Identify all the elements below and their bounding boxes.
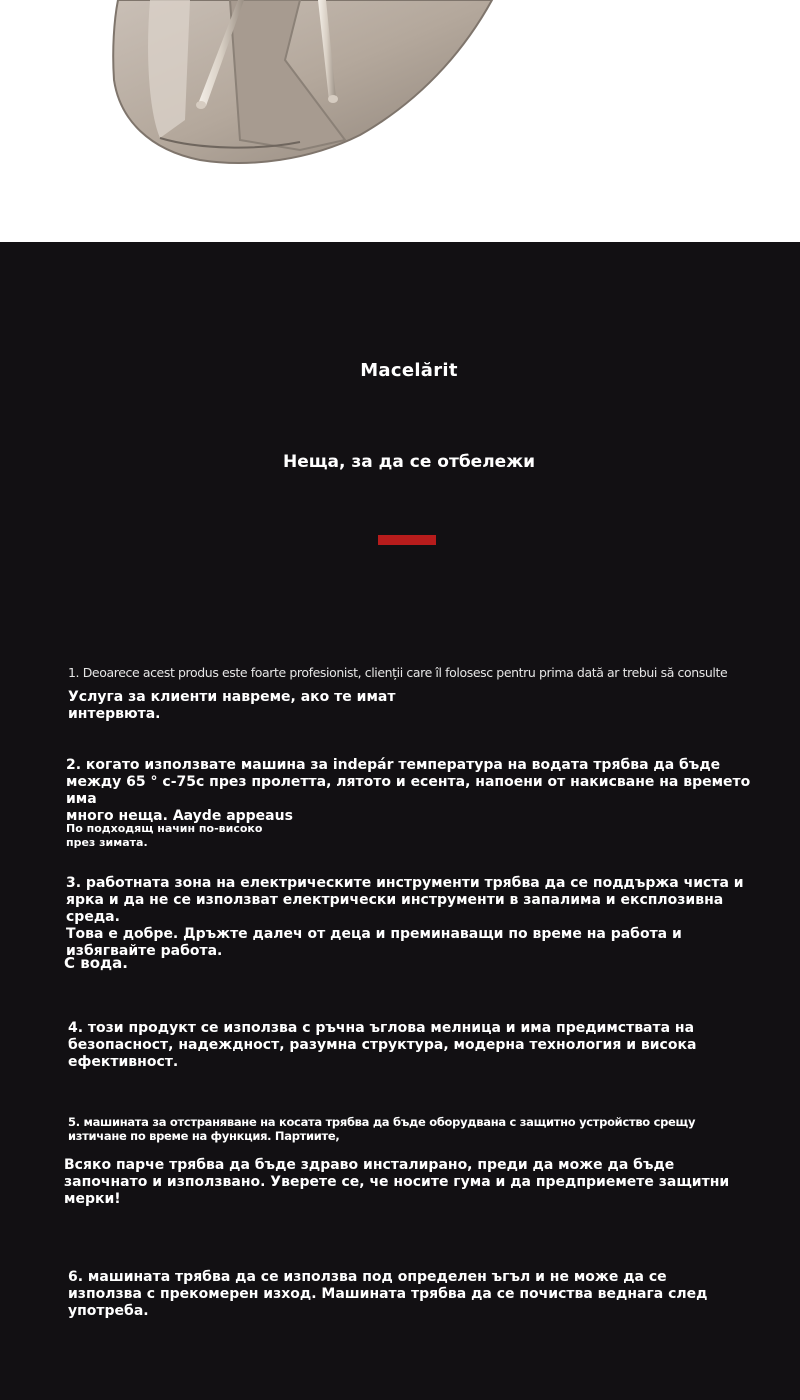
note-4: 4. този продукт се използва с ръчна ъглова мелница и има предимствата на безопасност, надеждност, разумна структура, модерна технология и висока ефективност. (68, 1020, 697, 1070)
section-heading: Неща, за да се отбележи (282, 452, 536, 472)
note-1-line: 1. Deoarece acest produs este foarte profesionist, clienții care îl folosesc pentru prima dată ar trebui să consulte (68, 665, 728, 680)
note-5-continued: Всяко парче трябва да бъде здраво инсталирано, преди да може да бъде започнато и използвано. Уверете се, че носите гума и да предприемете защитни мерки! (64, 1157, 730, 1207)
notes-section (0, 242, 800, 1400)
product-illustration (0, 0, 800, 242)
accent-bar (378, 535, 436, 545)
note-2-continued: По подходящ начин по-високо през зимата. (66, 822, 263, 849)
product-photo (0, 0, 800, 242)
note-3: 3. работната зона на електрическите инструменти трябва да се поддържа чиста и ярка и да не се използват електрически инструменти в запалима и експлозивна среда. Това е добре. Дръжте далеч от деца и преминаващи по време на работа и избягвайте работа. (66, 875, 744, 959)
note-5: 5. машината за отстраняване на косата трябва да бъде оборудвана с защитно устройство срещу изтичане по време на функция. Партиите, (68, 1115, 696, 1143)
note-1-continued: Услуга за клиенти навреме, ако те имат интервюта. (68, 689, 396, 722)
note-2: 2. когато използвате машина за indepár температура на водата трябва да бъде между 65 ° c-75c през пролетта, лятото и есента, напоени от накисване на времето има много неща. Aayde appeaus (66, 757, 751, 824)
note-6: 6. машината трябва да се използва под определен ъгъл и не може да се използва с прекомерен изход. Машината трябва да се почиства веднага след употреба. (68, 1269, 708, 1319)
brand-name: Macelărit (360, 360, 458, 381)
note-3-continued: С вода. (64, 954, 128, 972)
